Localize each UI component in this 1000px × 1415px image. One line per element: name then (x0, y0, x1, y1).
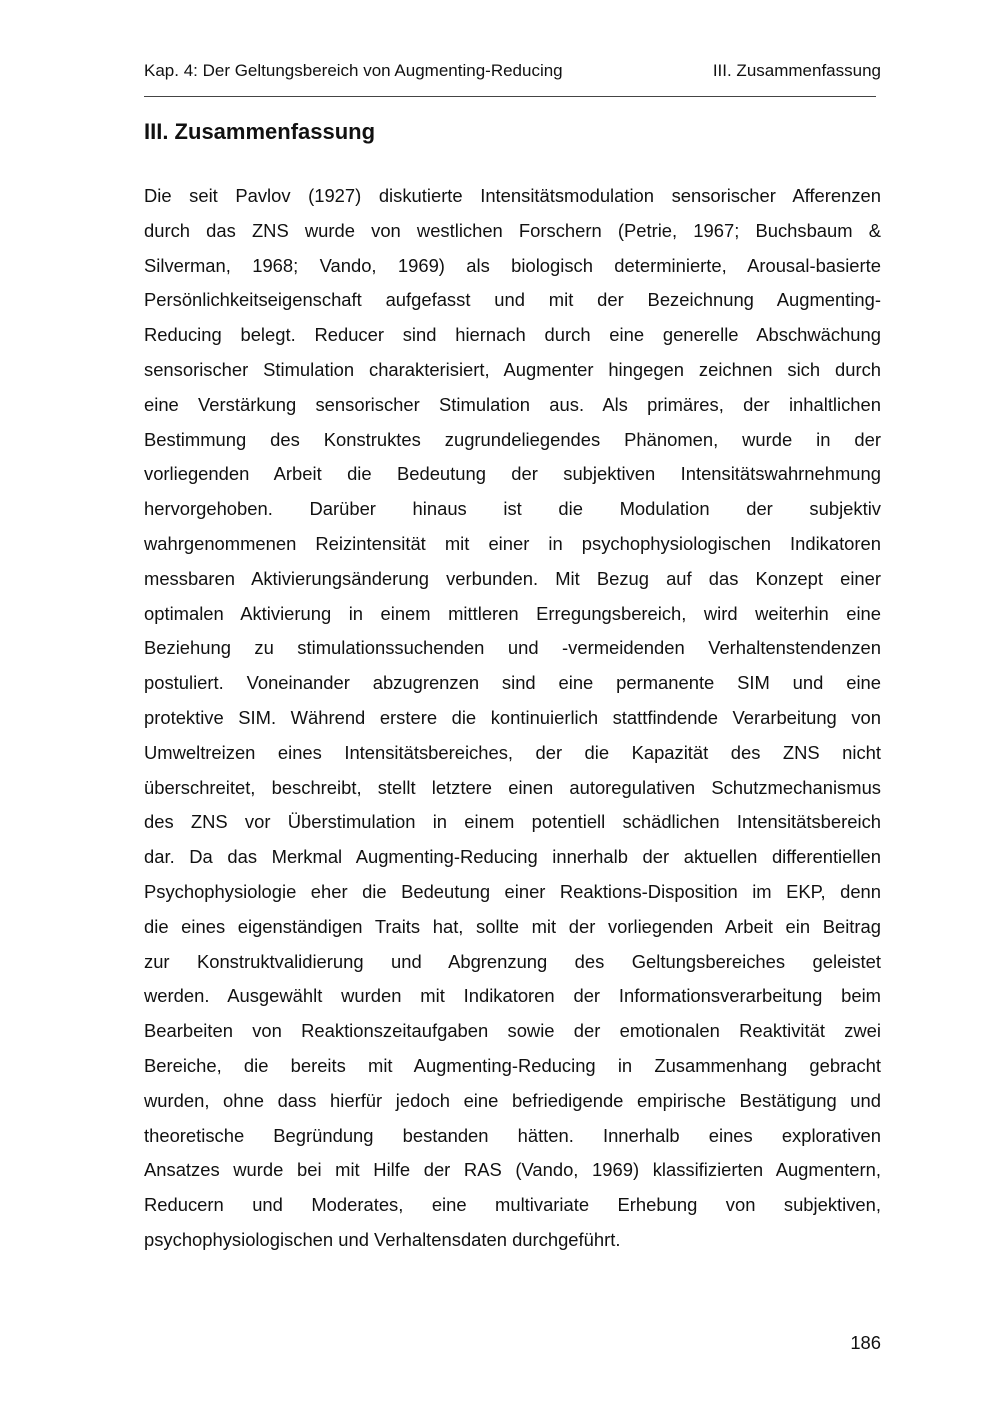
body-paragraph (144, 179, 881, 1258)
running-header (144, 60, 881, 82)
paragraph-line: vorliegenden Arbeit die Bedeutung der subjektiven Intensitätswahrnehmung (144, 463, 881, 485)
paragraph-line: Bereiche, die bereits mit Augmenting-Reducing in Zusammenhang gebracht (144, 1054, 881, 1076)
paragraph-line: wahrgenommenen Reizintensität mit einer in psychophysiologischen Indikatoren (144, 532, 881, 554)
paragraph-line: Die seit Pavlov (1927) diskutierte Intensitätsmodulation sensorischer Afferenzen (144, 185, 881, 206)
paragraph-line: Psychophysiologie eher die Bedeutung einer Reaktions-Disposition im EKP, denn (144, 880, 881, 902)
paragraph-line: Silverman, 1968; Vando, 1969) als biologisch determinierte, Arousal-basierte (144, 254, 881, 276)
paragraph-line: dar. Da das Merkmal Augmenting-Reducing innerhalb der aktuellen differentiellen (144, 846, 881, 868)
paragraph-line: des ZNS vor Überstimulation in einem potentiell schädlichen Intensitätsbereich (144, 811, 881, 833)
paragraph-line: hervorgehoben. Darüber hinaus ist die Modulation der subjektiv (144, 498, 881, 520)
paragraph-line: Bestimmung des Konstruktes zugrundeliegendes Phänomen, wurde in der (144, 428, 881, 450)
paragraph-line: postuliert. Voneinander abzugrenzen sind eine permanente SIM und eine (144, 672, 881, 694)
paragraph-line: sensorischer Stimulation charakterisiert, Augmenter hingegen zeichnen sich durch (144, 358, 881, 380)
paragraph-line: Persönlichkeitseigenschaft aufgefasst und mit der Bezeichnung Augmenting- (144, 289, 881, 311)
paragraph-line: protektive SIM. Während erstere die kontinuierlich stattfindende Verarbeitung von (144, 706, 881, 728)
paragraph-line: messbaren Aktivierungsänderung verbunden. Mit Bezug auf das Konzept einer (144, 567, 881, 589)
paragraph-line: Ansatzes wurde bei mit Hilfe der RAS (Vando, 1969) klassifizierten Augmentern, (144, 1159, 881, 1181)
paragraph-line: überschreitet, beschreibt, stellt letztere einen autoregulativen Schutzmechanismus (144, 776, 881, 798)
paragraph-line: zur Konstruktvalidierung und Abgrenzung des Geltungsbereiches geleistet (144, 950, 881, 972)
section-title: III. Zusammenfassung (144, 119, 376, 144)
paragraph-line: die eines eigenständigen Traits hat, sollte mit der vorliegenden Arbeit ein Beitrag (144, 915, 881, 937)
paragraph-line: Reducern und Moderates, eine multivariate Erhebung von subjektiven, (144, 1194, 881, 1216)
paragraph-line: durch das ZNS wurde von westlichen Forschern (Petrie, 1967; Buchsbaum & (144, 219, 881, 241)
paragraph-line: Umweltreizen eines Intensitätsbereiches, der die Kapazität des ZNS nicht (144, 741, 881, 763)
paragraph-line: eine Verstärkung sensorischer Stimulation aus. Als primäres, der inhaltlichen (144, 393, 881, 415)
header-divider (144, 96, 876, 97)
running-header-chapter: Kap. 4: Der Geltungsbereich von Augmenting-Reducing (144, 61, 563, 80)
paragraph-line: Beziehung zu stimulationssuchenden und -vermeidenden Verhaltenstendenzen (144, 637, 881, 659)
paragraph-line: psychophysiologischen und Verhaltensdaten durchgeführt. (144, 1228, 621, 1250)
paragraph-line: werden. Ausgewählt wurden mit Indikatoren der Informationsverarbeitung beim (144, 985, 881, 1007)
paragraph-line: Bearbeiten von Reaktionszeitaufgaben sowie der emotionalen Reaktivität zwei (144, 1020, 881, 1042)
running-header-section: III. Zusammenfassung (712, 61, 881, 80)
paragraph-line: Reducing belegt. Reducer sind hiernach durch eine generelle Abschwächung (144, 324, 881, 346)
paragraph-line: theoretische Begründung bestanden hätten. Innerhalb eines explorativen (144, 1124, 881, 1146)
paragraph-line: wurden, ohne dass hierfür jedoch eine befriedigende empirische Bestätigung und (144, 1089, 881, 1111)
paragraph-line: optimalen Aktivierung in einem mittleren Erregungsbereich, wird weiterhin eine (144, 602, 881, 624)
page-number: 186 (850, 1332, 881, 1353)
